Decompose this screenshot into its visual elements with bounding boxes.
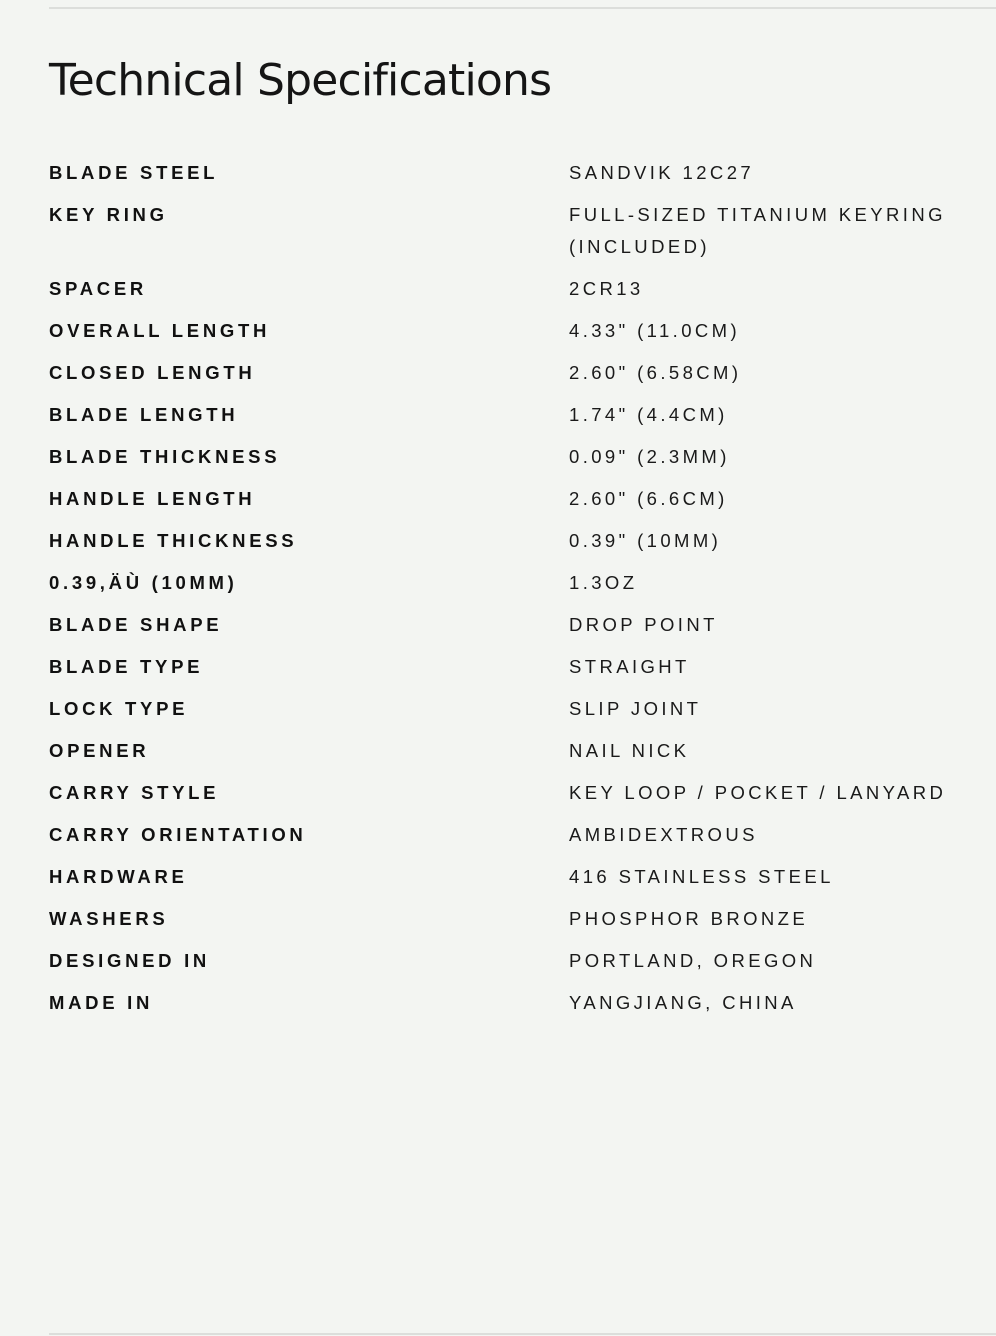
spec-value: NAIL NICK bbox=[569, 740, 690, 761]
top-divider bbox=[49, 7, 996, 9]
spec-value: 0.39" (10MM) bbox=[569, 530, 722, 551]
spec-label: BLADE STEEL bbox=[49, 162, 219, 183]
spec-label: SPACER bbox=[49, 278, 147, 299]
spec-value: AMBIDEXTROUS bbox=[569, 824, 758, 845]
spec-value: KEY LOOP / POCKET / LANYARD bbox=[569, 782, 947, 803]
spec-value: 1.74" (4.4CM) bbox=[569, 404, 728, 425]
spec-label: 0.39,ÄÙ (10MM) bbox=[49, 572, 238, 593]
spec-row bbox=[49, 646, 996, 688]
spec-value: 1.3OZ bbox=[569, 572, 638, 593]
spec-row bbox=[49, 562, 996, 604]
spec-row bbox=[49, 194, 996, 268]
spec-row bbox=[49, 478, 996, 520]
spec-label: BLADE LENGTH bbox=[49, 404, 239, 425]
spec-value: SLIP JOINT bbox=[569, 698, 702, 719]
spec-label: LOCK TYPE bbox=[49, 698, 189, 719]
spec-row bbox=[49, 814, 996, 856]
spec-label: HARDWARE bbox=[49, 866, 188, 887]
spec-row bbox=[49, 856, 996, 898]
spec-label: CARRY ORIENTATION bbox=[49, 824, 307, 845]
spec-label: KEY RING bbox=[49, 204, 168, 225]
spec-value: PHOSPHOR BRONZE bbox=[569, 908, 809, 929]
bottom-divider bbox=[49, 1333, 996, 1335]
spec-label: CLOSED LENGTH bbox=[49, 362, 256, 383]
spec-label: WASHERS bbox=[49, 908, 169, 929]
spec-label: BLADE SHAPE bbox=[49, 614, 223, 635]
spec-row bbox=[49, 982, 996, 1024]
spec-row bbox=[49, 772, 996, 814]
spec-row bbox=[49, 436, 996, 478]
spec-row bbox=[49, 520, 996, 562]
spec-label: HANDLE THICKNESS bbox=[49, 530, 298, 551]
spec-value: STRAIGHT bbox=[569, 656, 690, 677]
spec-label: HANDLE LENGTH bbox=[49, 488, 256, 509]
spec-label: BLADE TYPE bbox=[49, 656, 204, 677]
spec-value: DROP POINT bbox=[569, 614, 718, 635]
spec-row bbox=[49, 152, 996, 194]
spec-value: PORTLAND, OREGON bbox=[569, 950, 817, 971]
spec-row bbox=[49, 730, 996, 772]
spec-row bbox=[49, 268, 996, 310]
spec-label: MADE IN bbox=[49, 992, 154, 1013]
spec-row bbox=[49, 394, 996, 436]
spec-row bbox=[49, 604, 996, 646]
spec-row bbox=[49, 352, 996, 394]
spec-value: 416 STAINLESS STEEL bbox=[569, 866, 834, 887]
spec-value: 2.60" (6.58CM) bbox=[569, 362, 742, 383]
spec-value: FULL-SIZED TITANIUM KEYRING (INCLUDED) bbox=[569, 204, 946, 257]
spec-list bbox=[49, 152, 996, 1024]
spec-label: OPENER bbox=[49, 740, 150, 761]
spec-row bbox=[49, 940, 996, 982]
spec-label: BLADE THICKNESS bbox=[49, 446, 281, 467]
spec-row bbox=[49, 688, 996, 730]
spec-row bbox=[49, 898, 996, 940]
spec-value: YANGJIANG, CHINA bbox=[569, 992, 797, 1013]
spec-value: SANDVIK 12C27 bbox=[569, 162, 755, 183]
spec-value: 4.33" (11.0CM) bbox=[569, 320, 741, 341]
spec-label: DESIGNED IN bbox=[49, 950, 210, 971]
spec-value: 2.60" (6.6CM) bbox=[569, 488, 728, 509]
spec-value: 0.09" (2.3MM) bbox=[569, 446, 730, 467]
spec-label: OVERALL LENGTH bbox=[49, 320, 271, 341]
spec-row bbox=[49, 310, 996, 352]
spec-label: CARRY STYLE bbox=[49, 782, 220, 803]
spec-value: 2CR13 bbox=[569, 278, 644, 299]
section-title: Technical Specifications bbox=[49, 55, 552, 106]
